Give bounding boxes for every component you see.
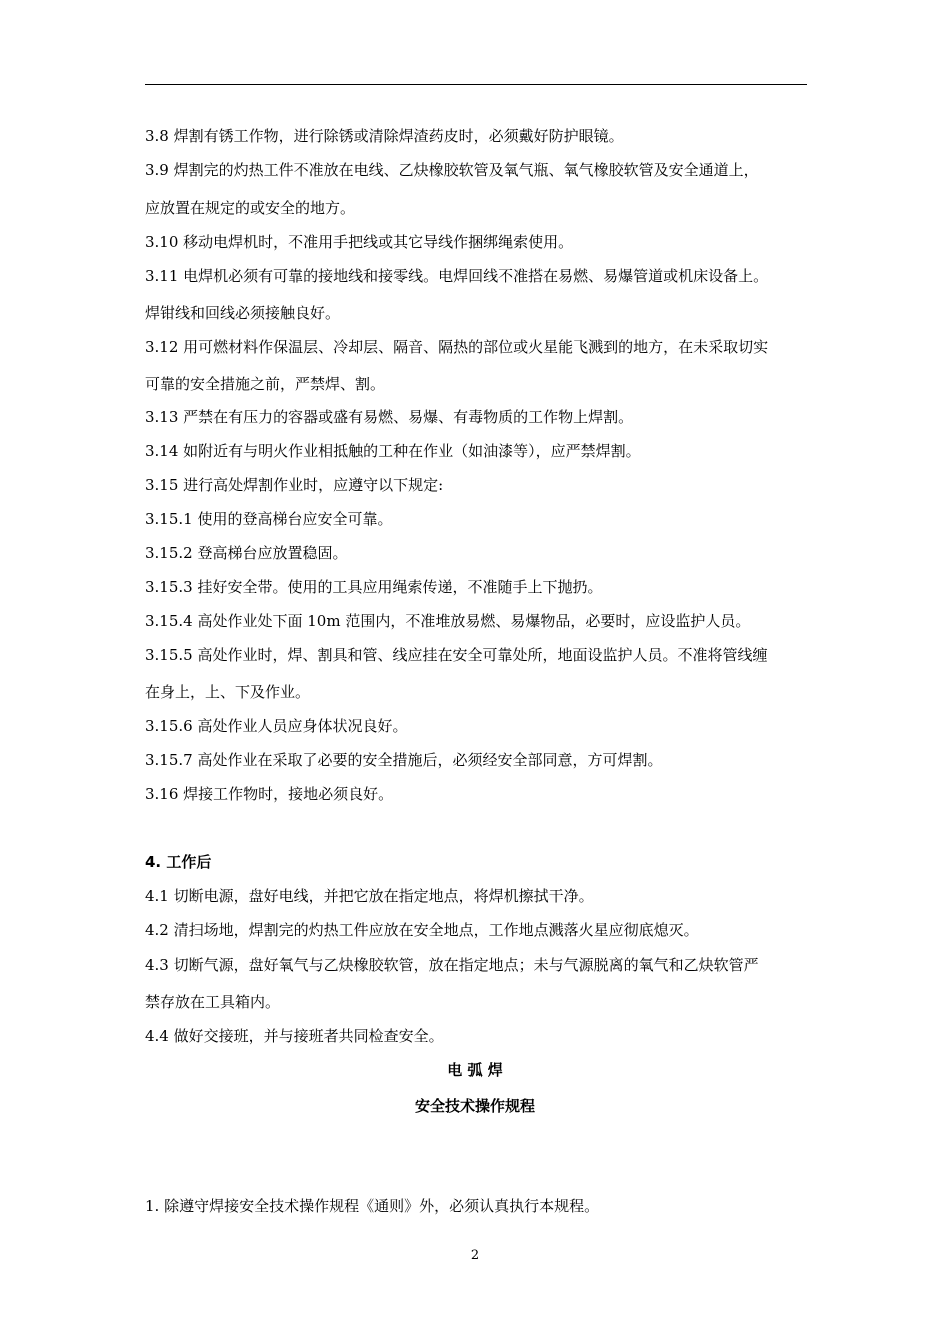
section-4-heading: 4. 工作后 [145,853,212,871]
clause-3-15-7: 3.15.7 高处作业在采取了必要的安全措施后，必须经安全部同意，方可焊割。 [145,751,663,769]
clause-3-15-5-cont: 在身上，上、下及作业。 [145,683,311,701]
clause-3-9: 3.9 焊割完的灼热工件不准放在电线、乙炔橡胶软管及氧气瓶、氧气橡胶软管及安全通道上， [145,161,759,179]
clause-3-12-cont: 可靠的安全措施之前，严禁焊、割。 [145,375,386,393]
clause-3-15: 3.15 进行高处焊割作业时，应遵守以下规定: [145,476,444,494]
clause-3-11: 3.11 电焊机必须有可靠的接地线和接零线。电焊回线不准搭在易燃、易爆管道或机床设备上。 [145,267,769,285]
clause-3-15-4: 3.15.4 高处作业处下面 10m 范围内，不准堆放易燃、易爆物品，必要时，应设监护人员。 [145,612,751,630]
clause-3-15-5: 3.15.5 高处作业时，焊、割具和管、线应挂在安全可靠处所，地面设监护人员。不准将管线缠 [145,646,768,664]
clause-3-12: 3.12 用可燃材料作保温层、冷却层、隔音、隔热的部位或火星能飞溅到的地方，在未采取切实 [145,338,769,356]
page-number: 2 [470,1248,480,1263]
clause-3-14: 3.14 如附近有与明火作业相抵触的工种在作业（如油漆等），应严禁焊割。 [145,442,641,460]
clause-3-9-cont: 应放置在规定的或安全的地方。 [145,199,356,217]
header-rule [145,84,807,85]
document-title: 电 弧 焊 [447,1061,503,1079]
clause-3-16: 3.16 焊接工作物时，接地必须良好。 [145,785,394,803]
clause-4-2: 4.2 清扫场地，焊割完的灼热工件应放在安全地点，工作地点溅落火星应彻底熄灭。 [145,921,699,939]
document-subtitle: 安全技术操作规程 [414,1097,535,1115]
clause-3-11-cont: 焊钳线和回线必须接触良好。 [145,304,341,322]
clause-3-15-6: 3.15.6 高处作业人员应身体状况良好。 [145,717,408,735]
clause-3-15-3: 3.15.3 挂好安全带。使用的工具应用绳索传递，不准随手上下抛扔。 [145,578,603,596]
clause-4-4: 4.4 做好交接班，并与接班者共同检查安全。 [145,1027,444,1045]
clause-3-15-1: 3.15.1 使用的登高梯台应安全可靠。 [145,510,393,528]
clause-3-10: 3.10 移动电焊机时，不准用手把线或其它导线作捆绑绳索使用。 [145,233,574,251]
clause-4-3: 4.3 切断气源，盘好氧气与乙炔橡胶软管，放在指定地点；未与气源脱离的氧气和乙炔软管严 [145,956,759,974]
clause-1: 1. 除遵守焊接安全技术操作规程《通则》外，必须认真执行本规程。 [145,1197,600,1215]
clause-3-15-2: 3.15.2 登高梯台应放置稳固。 [145,544,348,562]
clause-3-13: 3.13 严禁在有压力的容器或盛有易燃、易爆、有毒物质的工作物上焊割。 [145,408,634,426]
clause-4-1: 4.1 切断电源，盘好电线，并把它放在指定地点，将焊机擦拭干净。 [145,887,594,905]
clause-4-3-cont: 禁存放在工具箱内。 [145,993,281,1011]
clause-3-8: 3.8 焊割有锈工作物，进行除锈或清除焊渣药皮时，必须戴好防护眼镜。 [145,127,624,145]
